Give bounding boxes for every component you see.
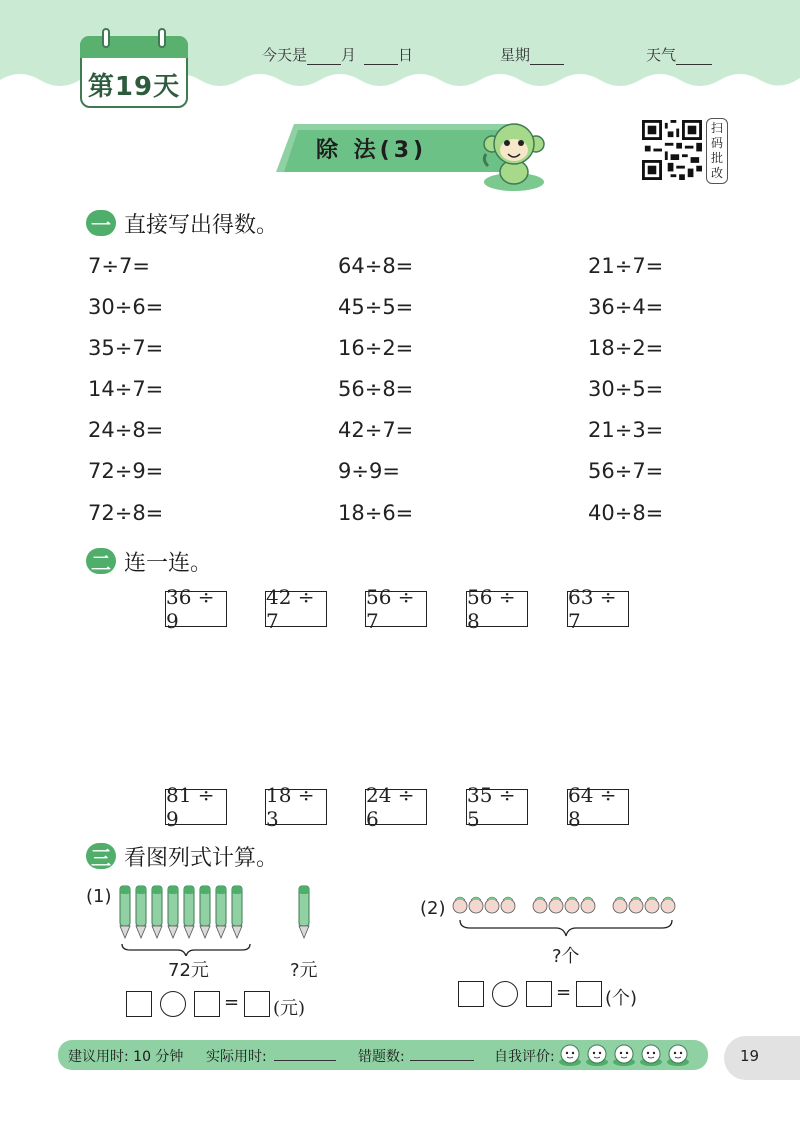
page-number: 19 bbox=[740, 1047, 760, 1065]
problem-item[interactable]: 18÷2= bbox=[588, 336, 664, 360]
error-count-blank[interactable] bbox=[410, 1060, 474, 1061]
operator-circle[interactable] bbox=[492, 981, 518, 1007]
section-3-title: 看图列式计算。 bbox=[124, 845, 279, 871]
section-3-header bbox=[86, 840, 278, 872]
match-bottom-box[interactable]: 35 ÷ 5 bbox=[466, 789, 528, 825]
weekday-field bbox=[500, 44, 564, 65]
today-label: 今天是 bbox=[262, 46, 308, 64]
qr-label: 扫码批改 bbox=[706, 118, 728, 184]
weather-field bbox=[646, 44, 712, 65]
weekday-blank[interactable] bbox=[530, 64, 564, 65]
problem-item[interactable]: 56÷8= bbox=[338, 377, 414, 401]
problem-item[interactable]: 9÷9= bbox=[338, 459, 400, 483]
month-blank[interactable] bbox=[307, 64, 341, 65]
footer-bar bbox=[58, 1040, 708, 1070]
monkey-mascot-icon bbox=[478, 116, 550, 192]
pp1-label: (1) bbox=[86, 886, 112, 907]
match-bottom-box[interactable]: 24 ÷ 6 bbox=[365, 789, 427, 825]
date-field bbox=[262, 44, 413, 65]
answer-box[interactable] bbox=[126, 991, 152, 1017]
problem-item[interactable]: 21÷3= bbox=[588, 418, 664, 442]
peaches-group-icon bbox=[452, 892, 696, 948]
pp1-single: ?元 bbox=[290, 960, 318, 981]
answer-box[interactable] bbox=[458, 981, 484, 1007]
equals-sign: = bbox=[556, 982, 572, 1003]
match-top-box[interactable]: 56 ÷ 8 bbox=[466, 591, 528, 627]
problem-item[interactable]: 21÷7= bbox=[588, 254, 664, 278]
section-2-header bbox=[86, 545, 212, 577]
self-eval-label: 自我评价: bbox=[494, 1049, 555, 1065]
answer-box[interactable] bbox=[244, 991, 270, 1017]
problem-item[interactable]: 42÷7= bbox=[338, 418, 414, 442]
month-label: 月 bbox=[341, 46, 357, 64]
problem-item[interactable]: 30÷5= bbox=[588, 377, 664, 401]
match-top-box[interactable]: 42 ÷ 7 bbox=[265, 591, 327, 627]
problem-item[interactable]: 72÷9= bbox=[88, 459, 164, 483]
pp2-question: ?个 bbox=[552, 946, 580, 967]
weather-blank[interactable] bbox=[676, 64, 712, 65]
problem-item[interactable]: 30÷6= bbox=[88, 295, 164, 319]
match-top-box[interactable]: 63 ÷ 7 bbox=[567, 591, 629, 627]
actual-time-label: 实际用时: bbox=[206, 1049, 267, 1065]
pp1-total: 72元 bbox=[168, 960, 209, 981]
problem-item[interactable]: 14÷7= bbox=[88, 377, 164, 401]
section-1-header bbox=[86, 207, 278, 239]
match-bottom-box[interactable]: 81 ÷ 9 bbox=[165, 789, 227, 825]
actual-time-blank[interactable] bbox=[274, 1060, 336, 1061]
section-1-number: 一 bbox=[86, 210, 116, 236]
answer-box[interactable] bbox=[526, 981, 552, 1007]
pp2-label: (2) bbox=[420, 898, 446, 919]
section-1-title: 直接写出得数。 bbox=[124, 212, 279, 238]
day-label: 日 bbox=[398, 46, 414, 64]
weekday-label: 星期 bbox=[500, 46, 531, 64]
match-top-box[interactable]: 36 ÷ 9 bbox=[165, 591, 227, 627]
lesson-title-text: 除 法(3) bbox=[316, 138, 428, 163]
problem-item[interactable]: 45÷5= bbox=[338, 295, 414, 319]
weather-label: 天气 bbox=[646, 46, 677, 64]
qr-code-icon[interactable] bbox=[642, 120, 702, 180]
error-count-label: 错题数: bbox=[358, 1049, 405, 1065]
problem-item[interactable]: 72÷8= bbox=[88, 501, 164, 525]
day-badge-text: 第19天 bbox=[87, 72, 181, 102]
problem-item[interactable]: 64÷8= bbox=[338, 254, 414, 278]
answer-box[interactable] bbox=[576, 981, 602, 1007]
equals-sign: = bbox=[224, 992, 240, 1013]
problem-item[interactable]: 56÷7= bbox=[588, 459, 664, 483]
self-eval-faces-icon[interactable] bbox=[558, 1042, 700, 1068]
lesson-title bbox=[276, 124, 508, 172]
answer-box[interactable] bbox=[194, 991, 220, 1017]
page-tab bbox=[724, 1036, 800, 1080]
problem-item[interactable]: 16÷2= bbox=[338, 336, 414, 360]
match-bottom-box[interactable]: 18 ÷ 3 bbox=[265, 789, 327, 825]
section-2-number: 二 bbox=[86, 548, 116, 574]
pp1-unit: (元) bbox=[273, 998, 306, 1019]
pens-group-icon bbox=[118, 884, 258, 956]
match-top-box[interactable]: 56 ÷ 7 bbox=[365, 591, 427, 627]
problem-item[interactable]: 35÷7= bbox=[88, 336, 164, 360]
problem-item[interactable]: 18÷6= bbox=[338, 501, 414, 525]
match-bottom-box[interactable]: 64 ÷ 8 bbox=[567, 789, 629, 825]
operator-circle[interactable] bbox=[160, 991, 186, 1017]
single-pen-icon bbox=[296, 884, 312, 940]
pp2-unit: (个) bbox=[605, 988, 638, 1009]
problem-item[interactable]: 24÷8= bbox=[88, 418, 164, 442]
day-blank[interactable] bbox=[364, 64, 398, 65]
section-3-number: 三 bbox=[86, 843, 116, 869]
problem-item[interactable]: 40÷8= bbox=[588, 501, 664, 525]
problem-item[interactable]: 36÷4= bbox=[588, 295, 664, 319]
suggested-time: 建议用时: 10 分钟 bbox=[68, 1049, 184, 1065]
section-2-title: 连一连。 bbox=[124, 550, 213, 576]
day-badge bbox=[80, 28, 188, 110]
problem-item[interactable]: 7÷7= bbox=[88, 254, 150, 278]
